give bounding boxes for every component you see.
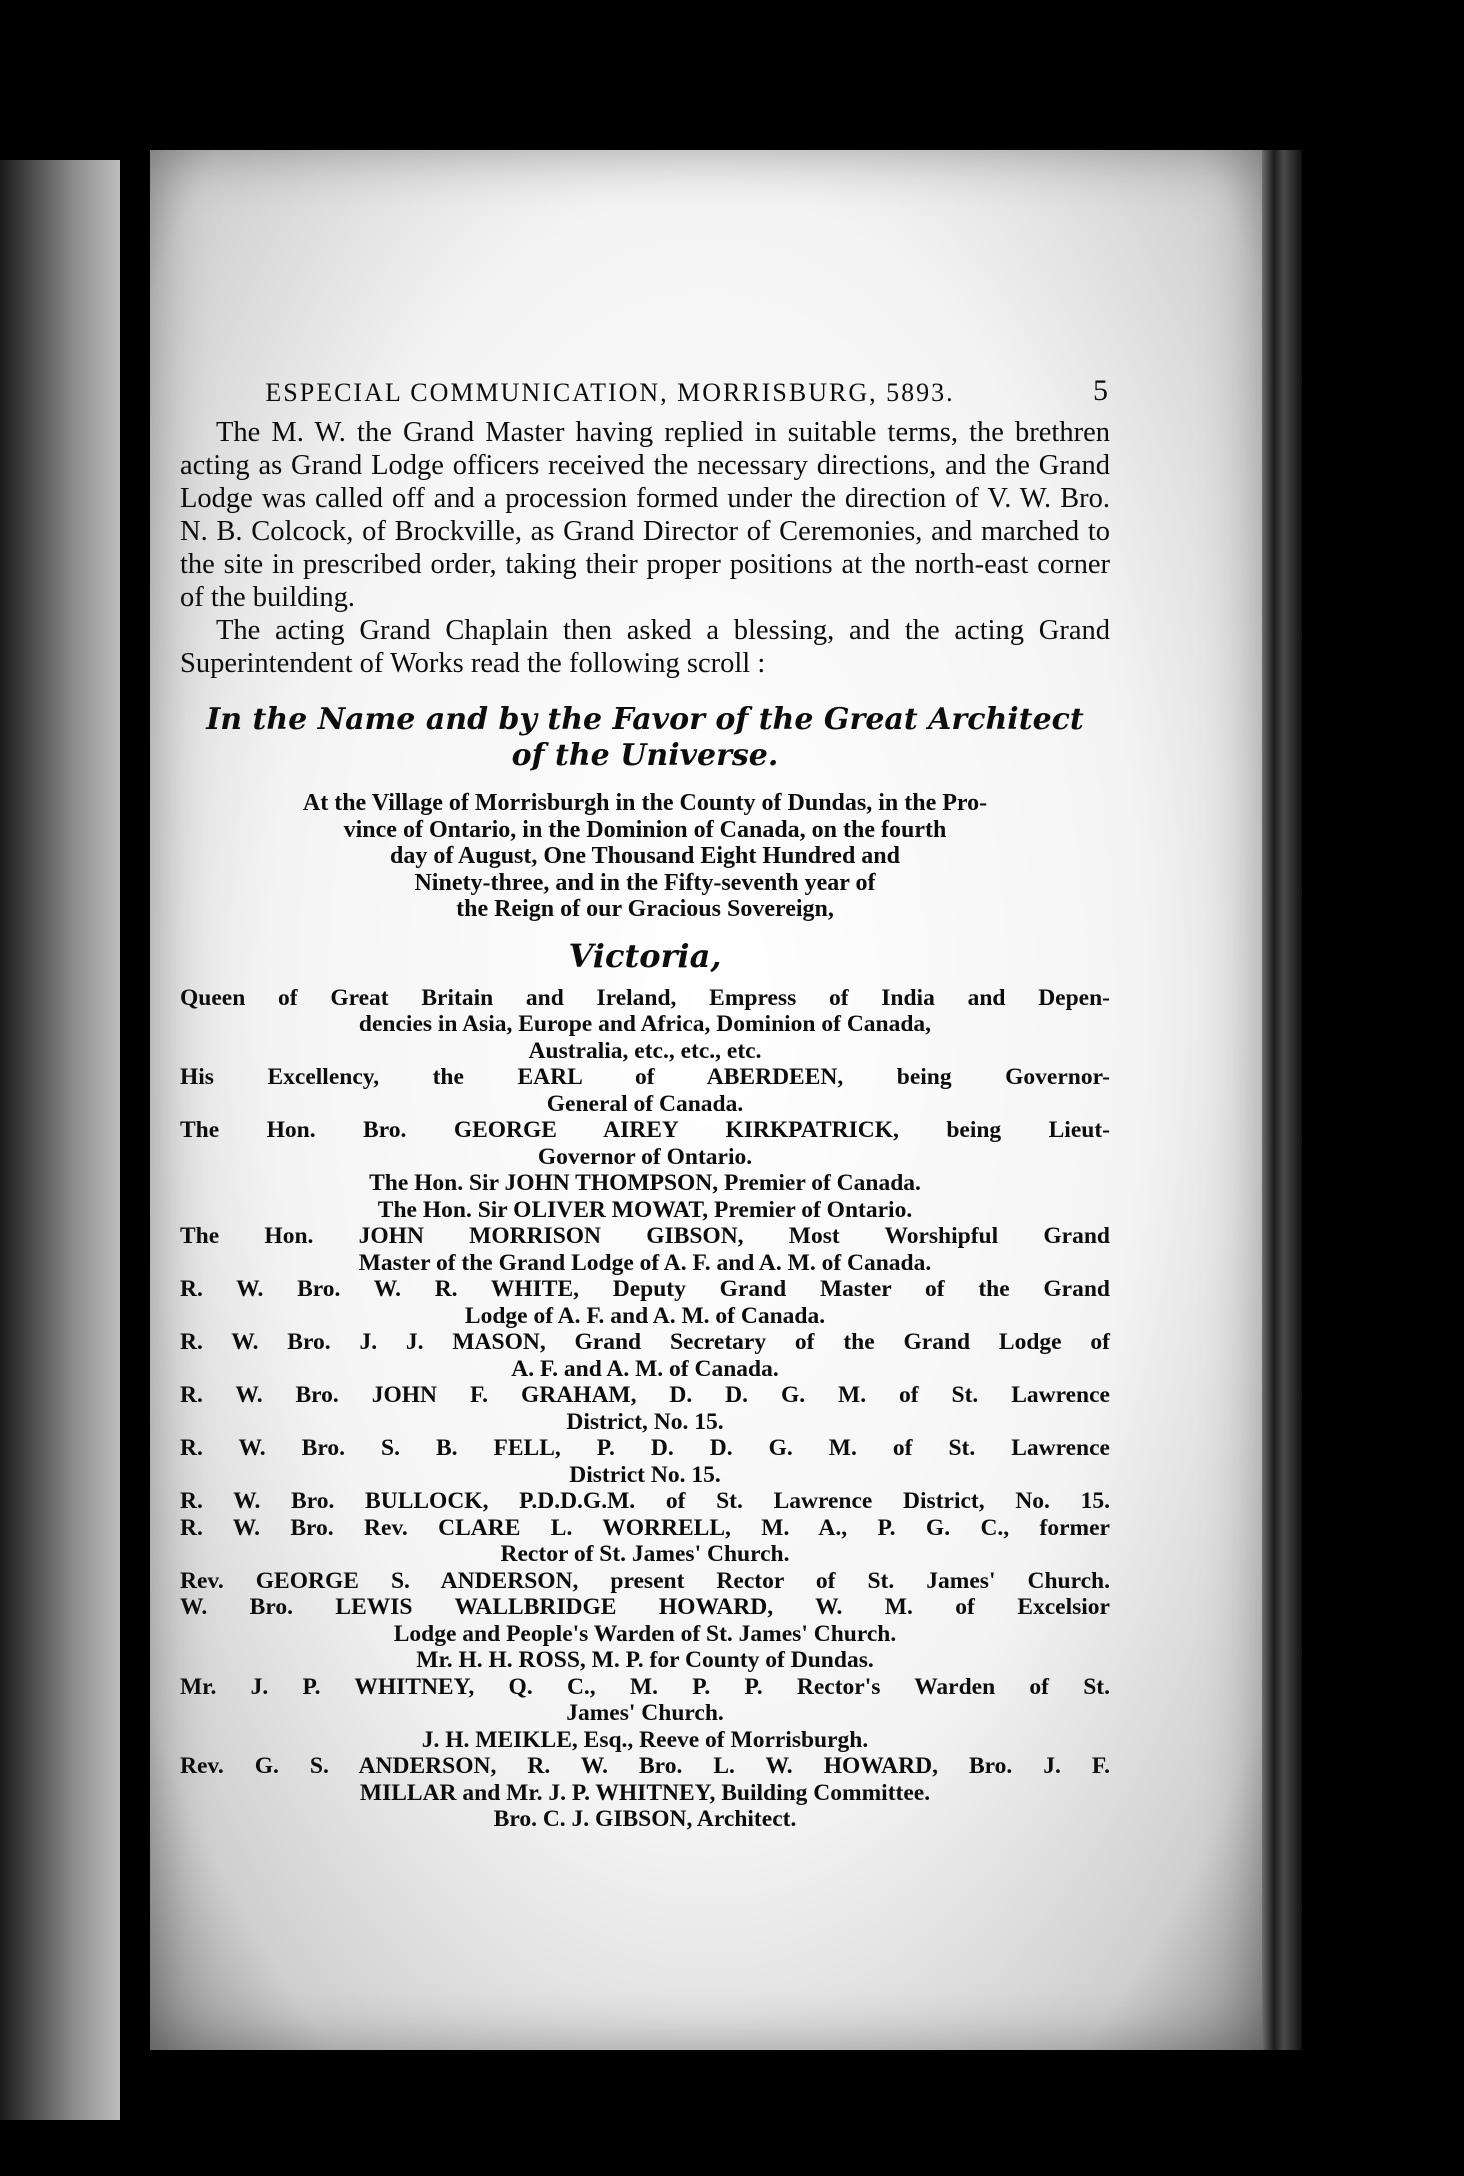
dignitary-entry bbox=[180, 1647, 1110, 1674]
dignitary-line-continued: Australia, etc., etc., etc. bbox=[528, 1037, 762, 1064]
dignitary-line-continued: Bro. C. J. GIBSON, Architect. bbox=[493, 1806, 797, 1832]
dignitary-entry bbox=[180, 1276, 1110, 1329]
dignitary-line-continued: A. F. and A. M. of Canada. bbox=[511, 1355, 779, 1382]
dignitary-entry bbox=[180, 1329, 1110, 1382]
scroll-intro-line: At the Village of Morrisburgh in the County of Dundas, in the Pro- bbox=[302, 790, 988, 816]
dignitary-line: R. W. Bro. Rev. CLARE L. WORRELL, M. A., P. G. C., former bbox=[180, 1514, 1110, 1541]
page-binding-edge bbox=[1262, 150, 1302, 2050]
dignitary-entry bbox=[180, 1488, 1110, 1515]
dignitary-line: R. W. Bro. W. R. WHITE, Deputy Grand Master of the Grand bbox=[180, 1276, 1110, 1302]
dignitary-entry bbox=[180, 1435, 1110, 1488]
dignitary-line: Rev. G. S. ANDERSON, R. W. Bro. L. W. HOWARD, Bro. J. F. bbox=[180, 1753, 1110, 1779]
paragraph-blessing: The acting Grand Chaplain then asked a blessing, and the acting Grand Superintendent of Works read the following scroll : bbox=[180, 615, 1110, 679]
scroll-heading-line: of the Universe. bbox=[511, 738, 779, 773]
dignitary-line-continued: James' Church. bbox=[566, 1700, 724, 1726]
paragraph-procession: The M. W. the Grand Master having replied in suitable terms, the brethren acting as Grand Lodge officers received the necessary directions, and the Grand Lodge was called off and a procession formed under the direction of V. W. Bro. N. B. Colcock, of Brockville, as Grand Director of Ceremonies, and marched to the site in prescribed order, taking their proper positions at the north-east corner of the building. bbox=[180, 417, 1110, 613]
dignitary-line: The Hon. Sir JOHN THOMPSON, Premier of Canada. bbox=[369, 1170, 921, 1196]
facing-page-edge bbox=[0, 160, 120, 2120]
dignitary-line-continued: District No. 15. bbox=[569, 1461, 721, 1488]
dignitary-entry bbox=[180, 1568, 1110, 1595]
dignitary-entry bbox=[180, 985, 1110, 1065]
dignitary-entry bbox=[180, 1197, 1110, 1224]
dignitary-line: R. W. Bro. S. B. FELL, P. D. D. G. M. of St. Lawrence bbox=[180, 1435, 1110, 1461]
dignitary-line-continued: Master of the Grand Lodge of A. F. and A. M. of Canada. bbox=[358, 1249, 932, 1276]
dignitary-line: The Hon. Sir OLIVER MOWAT, Premier of Ontario. bbox=[377, 1196, 913, 1223]
page-content bbox=[180, 370, 1110, 1833]
scroll-intro-line: vince of Ontario, in the Dominion of Canada, on the fourth bbox=[343, 816, 947, 843]
dignitary-line: The Hon. Bro. GEORGE AIREY KIRKPATRICK, being Lieut- bbox=[180, 1117, 1110, 1143]
dignitary-entry bbox=[180, 1117, 1110, 1170]
monarch-name: Victoria, bbox=[568, 936, 722, 975]
dignitary-entry bbox=[180, 1064, 1110, 1117]
dignitary-line: R. W. Bro. J. J. MASON, Grand Secretary of the Grand Lodge of bbox=[180, 1329, 1110, 1355]
scroll-intro-line: the Reign of our Gracious Sovereign, bbox=[456, 896, 834, 922]
running-header bbox=[180, 370, 1110, 416]
scroll-intro-line: day of August, One Thousand Eight Hundred and bbox=[390, 843, 900, 869]
dignitary-line-continued: District, No. 15. bbox=[566, 1408, 724, 1435]
dignitary-line: W. Bro. LEWIS WALLBRIDGE HOWARD, W. M. of Excelsior bbox=[180, 1594, 1110, 1620]
dignitary-line: The Hon. JOHN MORRISON GIBSON, Most Worshipful Grand bbox=[180, 1223, 1110, 1249]
dignitary-line-continued: Governor of Ontario. bbox=[537, 1143, 753, 1170]
dignitary-line-continued: MILLAR and Mr. J. P. WHITNEY, Building Committee. bbox=[359, 1779, 931, 1806]
dignitary-line: Mr. H. H. ROSS, M. P. for County of Dundas. bbox=[416, 1647, 874, 1673]
dignitary-entry bbox=[180, 1382, 1110, 1435]
dignitary-line: R. W. Bro. BULLOCK, P.D.D.G.M. of St. Lawrence District, No. 15. bbox=[180, 1488, 1110, 1514]
dignitaries-list bbox=[180, 985, 1110, 1833]
dignitary-line: R. W. Bro. JOHN F. GRAHAM, D. D. G. M. of St. Lawrence bbox=[180, 1382, 1110, 1408]
scroll-intro bbox=[180, 790, 1110, 923]
dignitary-entry bbox=[180, 1753, 1110, 1833]
dignitary-line-continued: General of Canada. bbox=[546, 1090, 744, 1117]
dignitary-line: His Excellency, the EARL of ABERDEEN, being Governor- bbox=[180, 1064, 1110, 1090]
dignitary-line-continued: Lodge and People's Warden of St. James' Church. bbox=[393, 1620, 897, 1647]
dignitary-entry bbox=[180, 1515, 1110, 1568]
dignitary-entry bbox=[180, 1727, 1110, 1754]
dignitary-entry bbox=[180, 1674, 1110, 1727]
dignitary-entry bbox=[180, 1170, 1110, 1197]
scroll-intro-line: Ninety-three, and in the Fifty-seventh year of bbox=[414, 869, 876, 896]
header-title: ESPECIAL COMMUNICATION, MORRISBURG, 5893. bbox=[265, 378, 955, 407]
dignitary-line: Mr. J. P. WHITNEY, Q. C., M. P. P. Rector's Warden of St. bbox=[180, 1673, 1110, 1700]
dignitary-line-continued: dencies in Asia, Europe and Africa, Dominion of Canada, bbox=[358, 1011, 932, 1037]
dignitary-line: Rev. GEORGE S. ANDERSON, present Rector of St. James' Church. bbox=[180, 1567, 1110, 1594]
dignitary-line-continued: Lodge of A. F. and A. M. of Canada. bbox=[464, 1302, 826, 1329]
scroll-heading bbox=[180, 702, 1110, 774]
scroll-heading-line: In the Name and by the Favor of the Great Architect bbox=[206, 702, 1084, 737]
dignitary-line-continued: Rector of St. James' Church. bbox=[500, 1541, 790, 1567]
dignitary-line: J. H. MEIKLE, Esq., Reeve of Morrisburgh. bbox=[421, 1726, 869, 1753]
dignitary-entry bbox=[180, 1223, 1110, 1276]
dignitary-entry bbox=[180, 1594, 1110, 1647]
dignitary-line: Queen of Great Britain and Ireland, Empress of India and Depen- bbox=[180, 984, 1110, 1011]
page-number: 5 bbox=[1093, 374, 1110, 407]
